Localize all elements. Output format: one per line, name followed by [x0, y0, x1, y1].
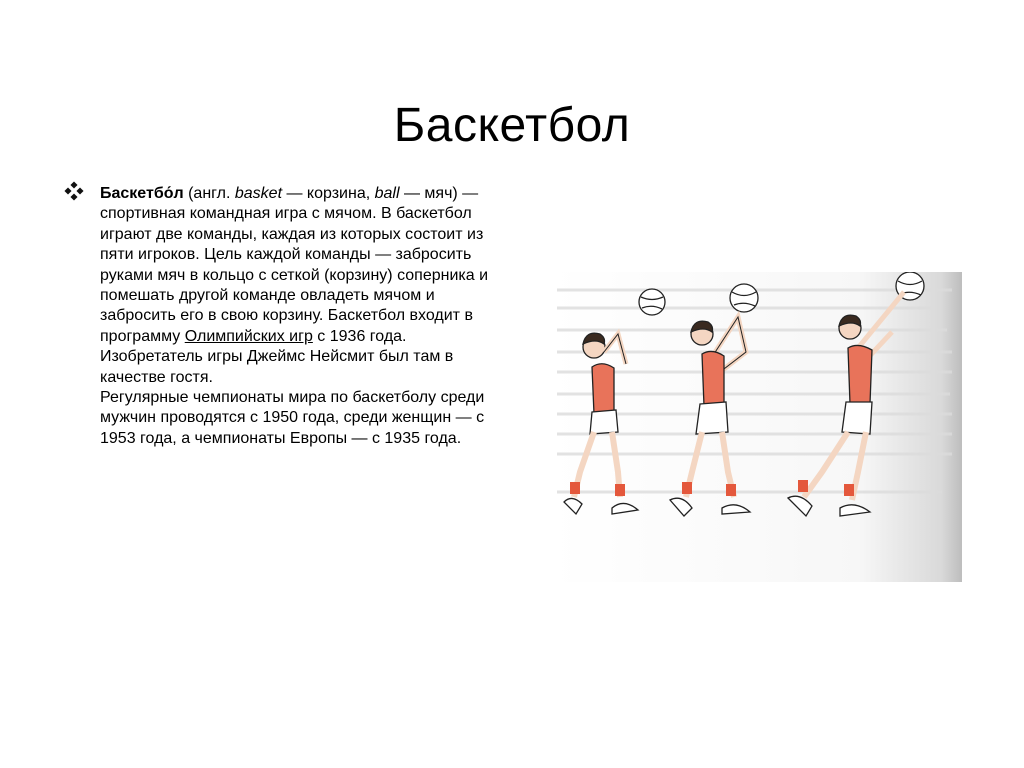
slide-title: Баскетбол	[393, 99, 631, 153]
basketball-pass-illustration	[552, 272, 962, 582]
english-word-ball: ball	[374, 185, 400, 202]
definition-paragraph	[100, 184, 500, 388]
english-word-basket: basket	[234, 185, 283, 202]
text-segment: с 1936 года. Изобретатель игры Джеймс Нейсмит был там в качестве гостя.	[100, 327, 454, 386]
championships-paragraph: Регулярные чемпионаты мира по баскетболу среди мужчин проводятся с 1950 года, среди женщин — с 1953 года, а чемпионаты Европы — с 1935 года.	[100, 389, 485, 447]
diamond-bullet-icon	[64, 181, 84, 201]
text-segment: (англ.	[183, 185, 235, 202]
text-segment: — корзина,	[282, 185, 375, 202]
olympics-link[interactable]: Олимпийских игр	[184, 327, 313, 345]
body-text	[100, 184, 500, 449]
text-segment: — мяч) — спортивная командная игра с мячом. В баскетбол играют две команды, каждая из которых состоит из пяти игроков. Цель каждой команды — забросить руками мяч в кольцо с сеткой (корзину) соперника и помешать другой команде овладеть мячом и забросить его в свою корзину. Баскетбол входит в программу	[100, 185, 489, 345]
term-heading: Баскетбо́л	[100, 185, 184, 202]
